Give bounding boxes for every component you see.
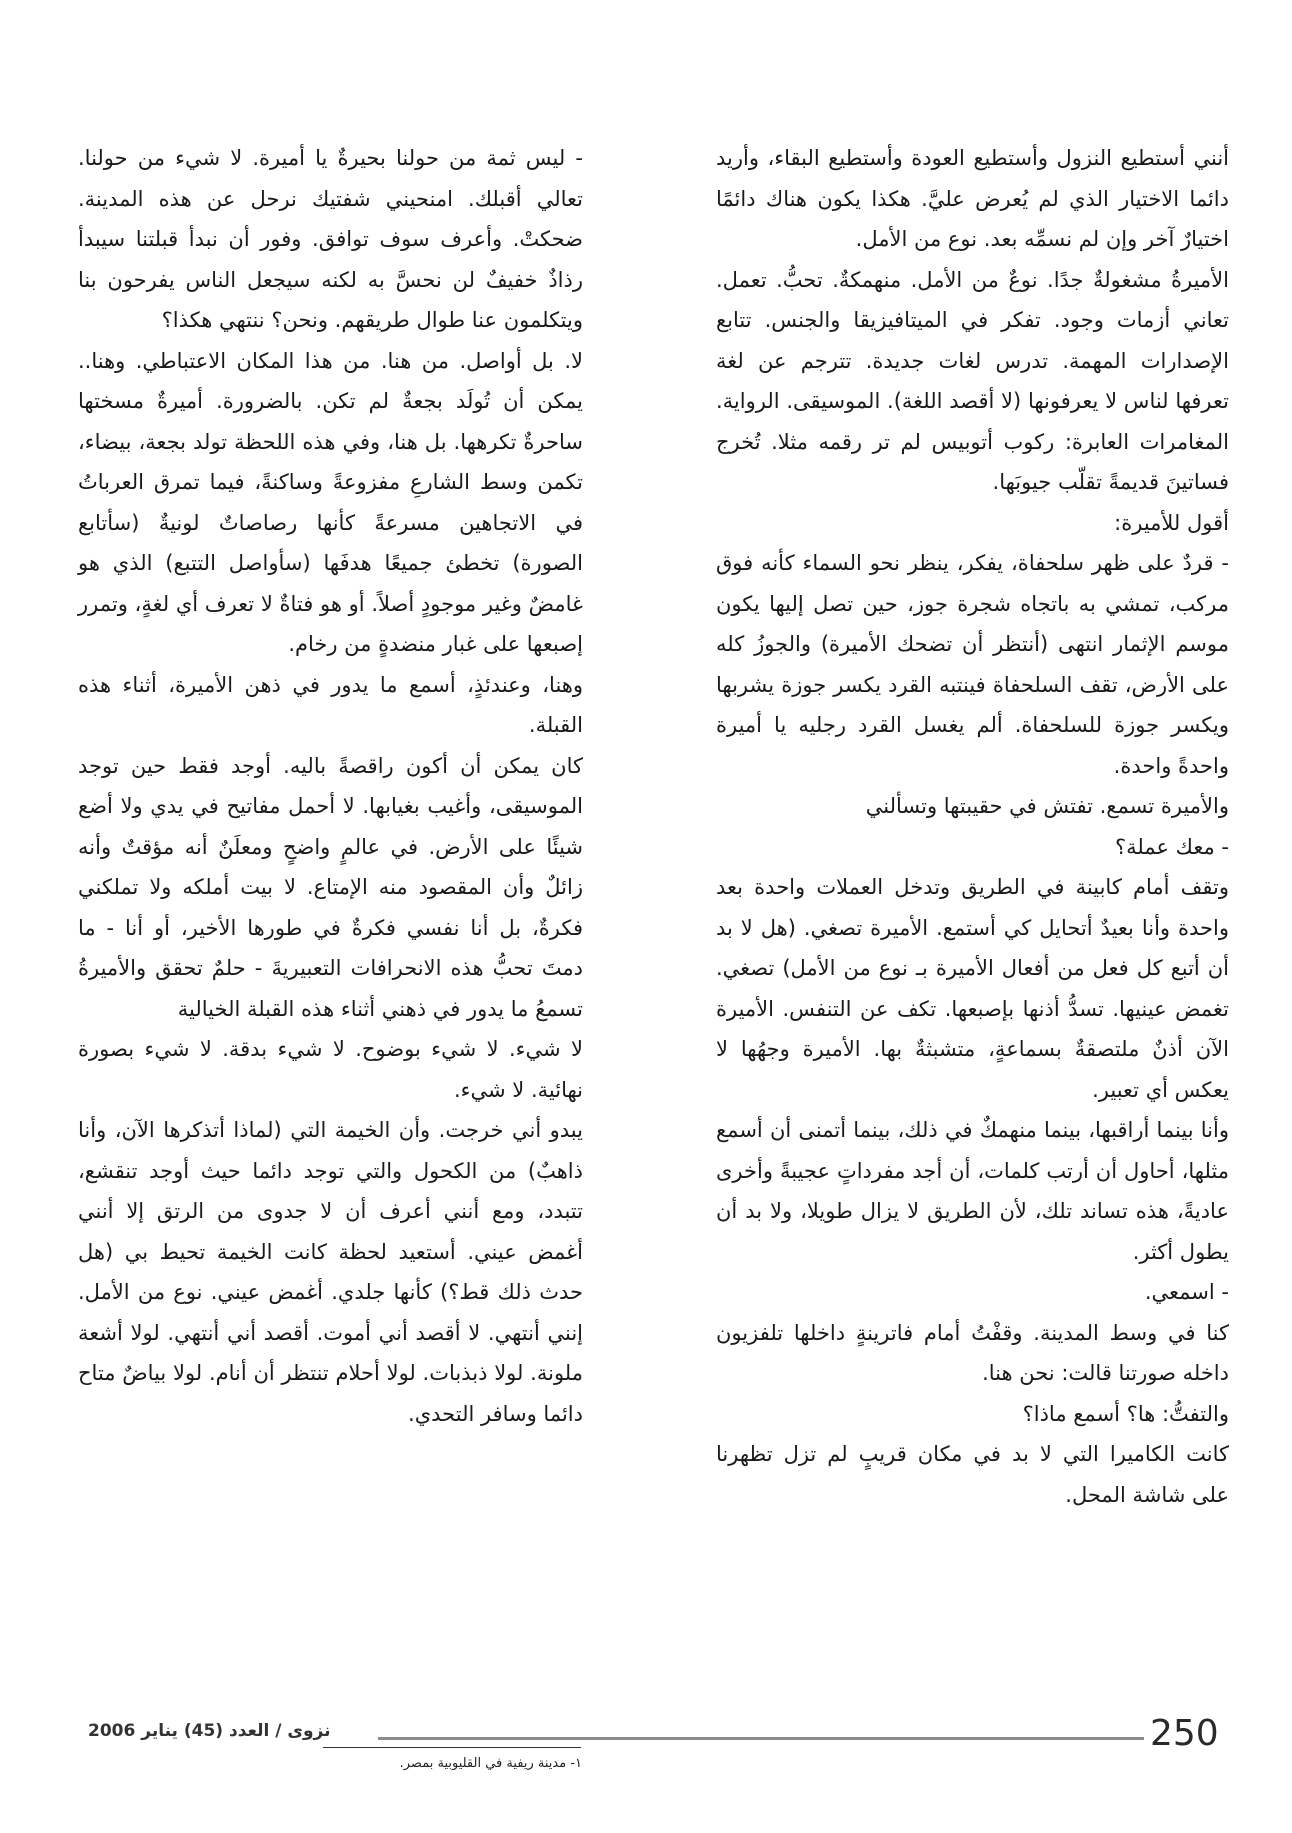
footnote: ١- مدينة ريفية في القليوبية بمصر. xyxy=(399,1756,582,1771)
paragraph: - اسمعي. xyxy=(1144,1280,1229,1304)
right-column xyxy=(716,138,1229,1515)
paragraph: - معك عملة؟ xyxy=(1114,834,1229,859)
paragraph: - ليس ثمة من حولنا بحيرةٌ يا أميرة. لا شيء من حولنا. تعالي أقبلك. امنحيني شفتيك نرحل عن هذه المدينة. ضحكتْ. وأعرف سوف توافق. وفور أن نبدأ قبلتنا سيبدأ رذاذٌ خفيفٌ لن نحسَّ به لكنه سيجعل الناس يفرحون بنا ويتكلمون عنا طوال طريقهم. ونحن؟ ننتهي هكذا؟ xyxy=(78,146,583,332)
paragraph: - قردٌ على ظهر سلحفاة، يفكر، ينظر نحو السماء كأنه فوق مركب، تمشي به باتجاه شجرة جوز، حين تصل إليها يكون موسم الإثمار انتهى (أنتظر أن تضحك الأميرة) والجوزُ كله على الأرض، تقف السلحفاة فينتبه القرد يكسر جوزة يشربها ويكسر جوزة للسلحفاة. ألم يغسل القرد رجليه يا أميرة واحدةً واحدة. xyxy=(716,551,1229,778)
paragraph: كانت الكاميرا التي لا بد في مكان قريبٍ لم تزل تظهرنا على شاشة المحل. xyxy=(716,1442,1229,1507)
paragraph: وأنا بينما أراقبها، بينما منهمكٌ في ذلك، بينما أتمنى أن أسمع مثلها، أحاول أن أرتب كلمات، أن أجد مفرداتٍ عجيبةً وأخرى عاديةً، هذه تساند تلك، لأن الطريق لا يزال طويلا، ولا بد أن يطول أكثر. xyxy=(716,1118,1229,1264)
paragraph: وهنا، وعندئذٍ، أسمع ما يدور في ذهن الأميرة، أثناء هذه القبلة. xyxy=(78,672,583,737)
left-column xyxy=(78,138,583,1434)
paragraph: أقول للأميرة: xyxy=(1114,510,1229,535)
paragraph: وتقف أمام كابينة في الطريق وتدخل العملات واحدة بعد واحدة وأنا بعيدٌ أتحايل كي أستمع. الأميرة تصغي. (هل لا بد أن أتبع كل فعل من أفعال الأميرة بـ نوع من الأمل) تصغي. تغمض عينيها. تسدُّ أذنها بإصبعها. تكف عن التنفس. الأميرة الآن أذنٌ ملتصقةٌ بسماعةٍ، متشبثةٌ بها. الأميرة وجهُها لا يعكس أي تعبير. xyxy=(716,875,1229,1102)
paragraph: أنني أستطيع النزول وأستطيع العودة وأستطيع البقاء، وأريد دائما الاختيار الذي لم يُعرض عليَّ. هكذا يكون هناك دائمًا اختيارٌ آخر وإن لم نسمِّه بعد. نوع من الأمل. xyxy=(716,146,1229,251)
paragraph: الأميرةُ مشغولةٌ جدًا. نوعٌ من الأمل. منهمكةٌ. تحبُّ. تعمل. تعاني أزمات وجود. تفكر في الميتافيزيقا والجنس. تتابع الإصدارات المهمة. تدرس لغات جديدة. تترجم عن لغة تعرفها لناس لا يعرفونها (لا أقصد اللغة). الموسيقى. الرواية. المغامرات العابرة: ركوب أتوبيس لم تر رقمه مثلا. تُخرج فساتينَ قديمةً تقلّب جيوبَها. xyxy=(716,267,1229,494)
paragraph: والأميرة تسمع. تفتش في حقيبتها وتسألني xyxy=(865,794,1229,818)
paragraph: كنا في وسط المدينة. وقفْتُ أمام فاترينةٍ داخلها تلفزيون داخله صورتنا قالت: نحن هنا. xyxy=(716,1320,1229,1385)
paragraph: يبدو أني خرجت. وأن الخيمة التي (لماذا أتذكرها الآن، وأنا ذاهبٌ) من الكحول والتي توجد دائما حيث أوجد تنقشع، تتبدد، ومع أنني أعرف أن لا جدوى من الرتق إلا أنني أغمض عيني. أستعيد لحظة كانت الخيمة تحيط بي (هل حدث ذلك قط؟) كأنها جلدي. أغمض عيني. نوع من الأمل. إنني أنتهي. لا أقصد أني أموت. أقصد أني أنتهي. لولا أشعة ملونة. لولا ذبذبات. لولا أحلام تنتظر أن أنام. لولا بياضٌ متاح دائما وسافر التحدي. xyxy=(78,1118,583,1426)
paragraph: لا. بل أواصل. من هنا. من هذا المكان الاعتباطي. وهنا.. يمكن أن تُولَد بجعةٌ لم تكن. بالضرورة. أميرةٌ مسختها ساحرةٌ تكرهها. بل هنا، وفي هذه اللحظة تولد بجعة، بيضاء، تكمن وسط الشارعِ مفزوعةً وساكنةً، فيما تمرق العرباتُ في الاتجاهين مسرعةً كأنها رصاصاتٌ لونيةٌ (سأتابع الصورة) تخطئ جميعًا هدفَها (سأواصل التتبع) الذي هو غامضٌ وغير موجودٍ أصلاً. أو هو فتاةٌ لا تعرف أي لغةٍ، وتمرر إصبعها على غبار منضدةٍ من رخام. xyxy=(78,348,583,656)
page-number: 250 xyxy=(1150,1713,1219,1754)
paragraph: والتفتُّ: ها؟ أسمع ماذا؟ xyxy=(1022,1401,1229,1426)
footnote-divider xyxy=(323,1747,581,1748)
issue-line: نزوى / العدد (45) يناير 2006 xyxy=(88,1721,331,1741)
paragraph: كان يمكن أن أكون راقصةً باليه. أوجد فقط حين توجد الموسيقى، وأغيب بغيابها. لا أحمل مفاتيح في يدي ولا أضع شيئًا على الأرض. في عالمٍ واضحٍ ومعلَنٌ أنه مؤقتٌ وأنه زائلٌ وأن المقصود منه الإمتاع. لا بيت أملكه ولا تملكني فكرةٌ، بل أنا نفسي فكرةٌ في طورها الأخير، أو أنا - ما دمتَ تحبُّ هذه الانحرافات التعبيريةَ - حلمٌ تحقق والأميرةُ تسمعُ ما يدور في ذهني أثناء هذه القبلة الخيالية xyxy=(78,753,583,1021)
footer-divider xyxy=(378,1737,1144,1740)
paragraph: لا شيء. لا شيء بوضوح. لا شيء بدقة. لا شيء بصورة نهائية. لا شيء. xyxy=(78,1037,583,1102)
